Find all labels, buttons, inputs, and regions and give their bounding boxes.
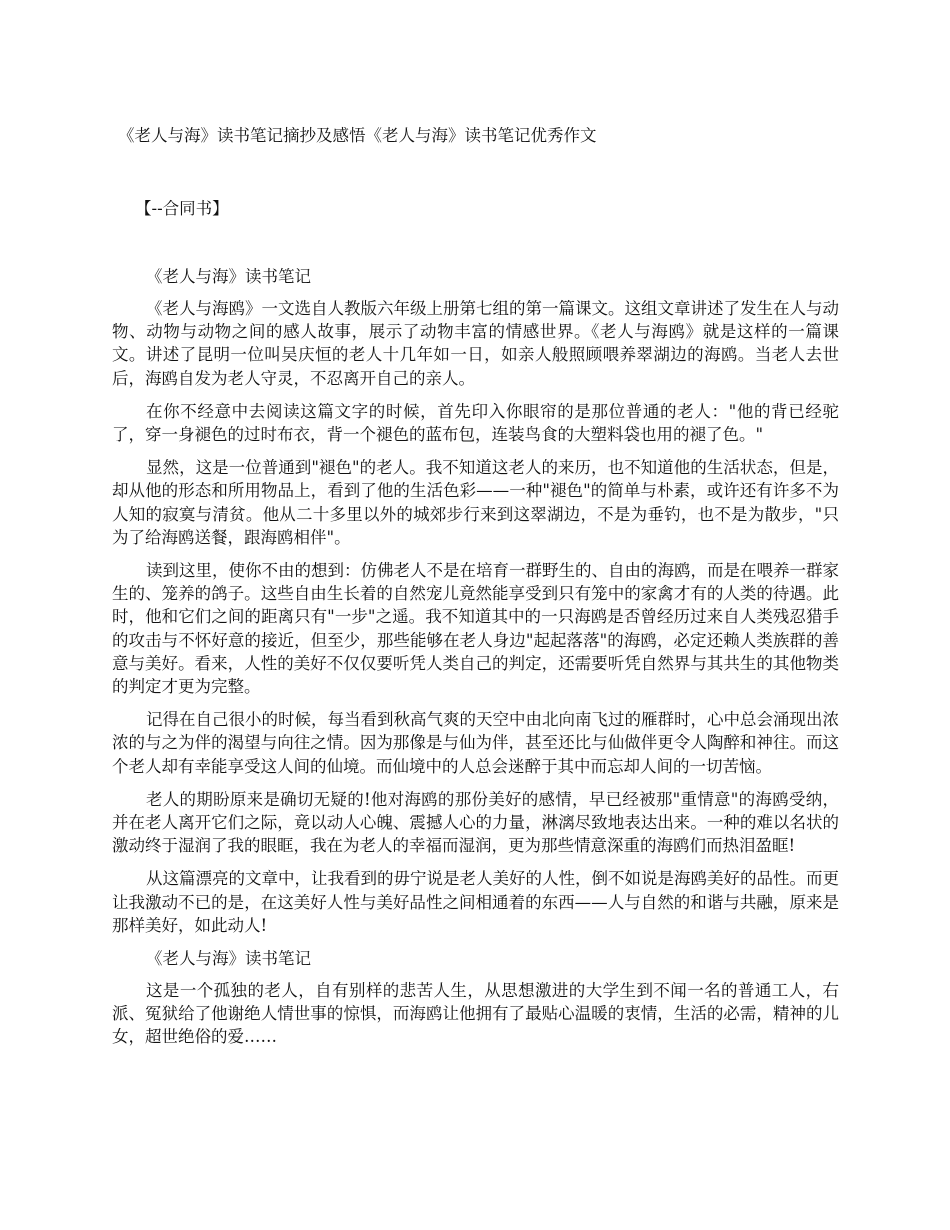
category-tag: 【--合同书】 xyxy=(135,199,229,218)
paragraph: 在你不经意中去阅读这篇文字的时候，首先印入你眼帘的是那位普通的老人："他的背已经驼了，穿一身褪色的过时布衣，背一个褪色的蓝布包，连装鸟食的大塑料袋也用的褪了色。" xyxy=(112,401,839,445)
document-title: 《老人与海》读书笔记摘抄及感悟《老人与海》读书笔记优秀作文 xyxy=(118,126,597,145)
paragraph: 老人的期盼原来是确切无疑的!他对海鸥的那份美好的感情，早已经被那"重情意"的海鸥受纳，并在老人离开它们之际，竟以动人心魄、震撼人心的力量，淋漓尽致地表达出来。一种的难以名状的激动终于湿润了我的眼眶，我在为老人的幸福而湿润，更为那些情意深重的海鸥们而热泪盈眶! xyxy=(112,789,839,856)
paragraph: 记得在自己很小的时候，每当看到秋高气爽的天空中由北向南飞过的雁群时，心中总会涌现出浓浓的与之为伴的渴望与向往之情。因为那像是与仙为伴，甚至还比与仙做伴更令人陶醉和神往。而这个老人却有幸能享受这人间的仙境。而仙境中的人总会迷醉于其中而忘却人间的一切苦恼。 xyxy=(112,710,839,776)
paragraph: 读到这里，使你不由的想到：仿佛老人不是在培育一群野生的、自由的海鸥，而是在喂养一群家生的、笼养的鸽子。这些自由生长着的自然宠儿竟然能享受到只有笼中的家禽才有的人类的待遇。此时，他和它们之间的距离只有"一步"之遥。我不知道其中的一只海鸥是否曾经历过来自人类残忍猎手的攻击与不怀好意的接近，但至少，那些能够在老人身边"起起落落"的海鸥，必定还赖人类族群的善意与美好。看来，人性的美好不仅仅要听凭人类自己的判定，还需要听凭自然界与其共生的其他物类的判定才更为完整。 xyxy=(112,561,839,697)
paragraph: 《老人与海鸥》一文选自人教版六年级上册第七组的第一篇课文。这组文章讲述了发生在人与动物、动物与动物之间的感人故事，展示了动物丰富的情感世界。《老人与海鸥》就是这样的一篇课文。讲述了昆明一位叫吴庆恒的老人十几年如一日，如亲人般照顾喂养翠湖边的海鸥。当老人去世后，海鸥自发为老人守灵，不忍离开自己的亲人。 xyxy=(112,299,839,388)
paragraph: 这是一个孤独的老人，自有别样的悲苦人生，从思想激进的大学生到不闻一名的普通工人，右派、冤狱给了他谢绝人情世事的惊惧，而海鸥让他拥有了最贴心温暖的衷情，生活的必需，精神的儿女，超世绝俗的爱…… xyxy=(112,981,839,1047)
article-body xyxy=(112,265,839,1059)
paragraph: 显然，这是一位普通到"褪色"的老人。我不知道这老人的来历，也不知道他的生活状态，但是，却从他的形态和所用物品上，看到了他的生活色彩——一种"褪色"的简单与朴素，或许还有许多不为人知的寂寞与清贫。他从二十多里以外的城郊步行来到这翠湖边，不是为垂钓，也不是为散步，"只为了给海鸥送餐，跟海鸥相伴"。 xyxy=(112,458,839,547)
section-heading: 《老人与海》读书笔记 xyxy=(146,267,311,286)
section-heading: 《老人与海》读书笔记 xyxy=(146,949,311,969)
paragraph: 从这篇漂亮的文章中，让我看到的毋宁说是老人美好的人性，倒不如说是海鸥美好的品性。而更让我激动不已的是，在这美好人性与美好品性之间相通着的东西——人与自然的和谐与共融，原来是那样美好，如此动人! xyxy=(112,869,839,935)
